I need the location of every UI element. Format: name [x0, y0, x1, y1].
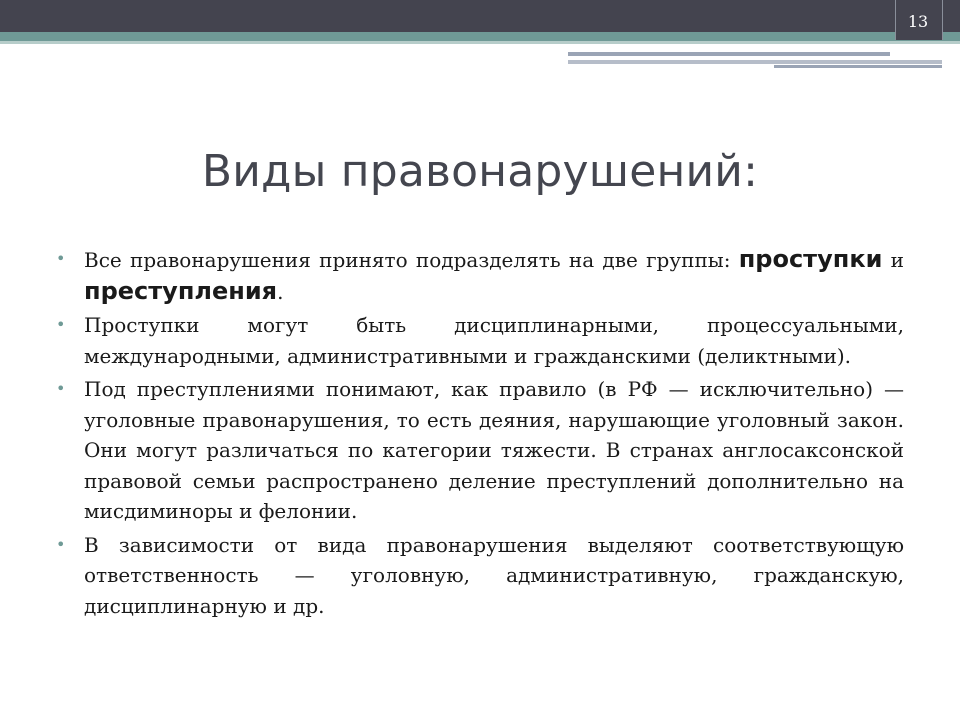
bullet-icon: •: [56, 315, 66, 334]
bullet-item: [56, 530, 904, 622]
bullet-icon: •: [56, 249, 66, 268]
header-accent-stripe-light: [0, 41, 960, 44]
header-accent-stripe: [0, 32, 960, 41]
bullet-text: Все правонарушения принято подразделять на две группы:: [84, 248, 739, 272]
header-band: [0, 0, 960, 32]
bullet-text: В зависимости от вида правонарушения выделяют соответствующую ответственность — уголовную, административную, гражданскую, дисциплинарную и др.: [84, 532, 904, 618]
bullet-emphasis: проступки: [738, 245, 883, 273]
bullet-icon: •: [56, 379, 66, 398]
bullet-item: [56, 244, 904, 307]
bullet-item: [56, 374, 904, 527]
slide-title: Виды правонарушений:: [201, 146, 759, 197]
bullet-text: .: [277, 279, 284, 304]
bullet-item: [56, 310, 904, 371]
decorative-bar: [774, 65, 942, 68]
bullet-text: Под преступлениями понимают, как правило (в РФ — исключительно) — уголовные правонарушения, то есть деяния, нарушающие уголовный закон. Они могут различаться по категории тяжести. В странах англосаксонской правовой семьи распространено деление преступлений дополнительно на мисдиминоры и фелонии.: [84, 377, 904, 523]
bullet-text: и: [882, 248, 905, 272]
bullet-text: Проступки могут быть дисциплинарными, процессуальными, международными, административными и гражданскими (деликтными).: [84, 313, 904, 368]
slide-number: 13: [907, 12, 929, 31]
decorative-bar: [568, 52, 890, 56]
bullet-list: [56, 244, 904, 624]
bullet-icon: •: [56, 534, 66, 554]
decorative-bar: [568, 60, 942, 64]
bullet-emphasis: преступления: [84, 276, 278, 305]
